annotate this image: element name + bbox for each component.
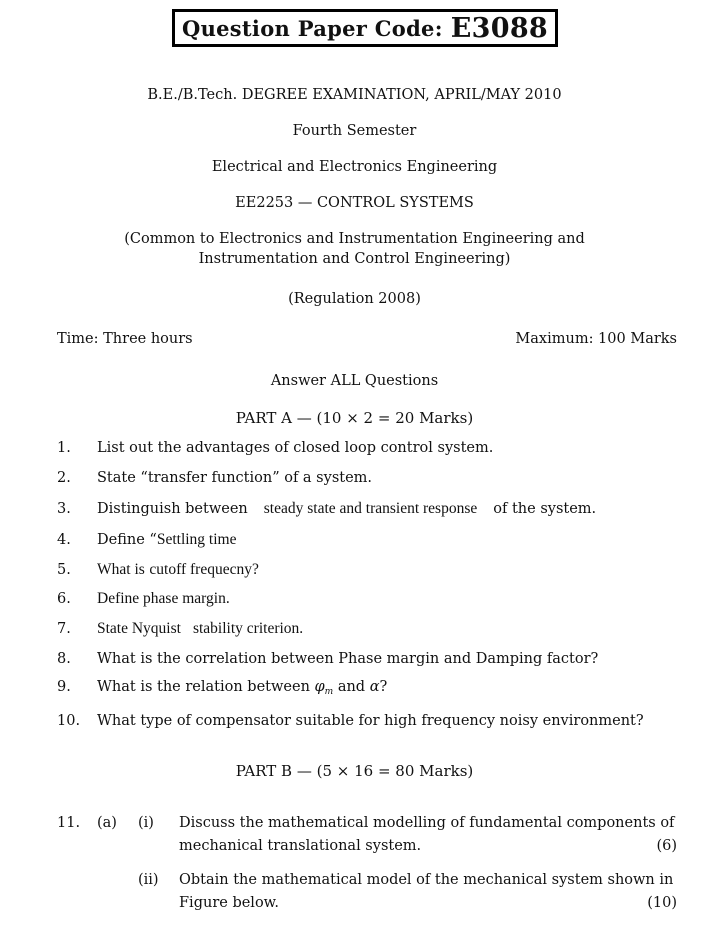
alpha-symbol: α (369, 679, 380, 695)
department: Electrical and Electronics Engineering (211, 159, 498, 175)
question-2: 2. State “transfer function” of a system. (57, 470, 373, 486)
question-10: 10. What type of compensator suitable for high frequency noisy environment? (57, 713, 644, 729)
question-4: 4. Define “Settling time (57, 531, 237, 548)
common-line-2: Instrumentation and Control Engineering) (198, 251, 511, 267)
marks-6: (6) (656, 838, 677, 854)
instruction: Answer ALL Questions (270, 373, 439, 389)
regulation: (Regulation 2008) (288, 291, 421, 307)
exam-title: B.E./B.Tech. DEGREE EXAMINATION, APRIL/MAY 2010 (147, 87, 562, 103)
time-allowed: Time: Three hours (57, 331, 193, 347)
phi-symbol: φ (314, 679, 325, 695)
question-1: 1. List out the advantages of closed loop control system. (57, 440, 494, 456)
question-5: 5. What is cutoff frequecny? (57, 561, 259, 578)
code-label: Question Paper Code: (181, 15, 443, 41)
code-value: E3088 (450, 12, 548, 44)
question-9: 9. What is the relation between $\varphi_m$ and α? (57, 679, 388, 697)
maximum-marks: Maximum: 100 Marks (515, 331, 677, 347)
part-a-title: PART A — (10 × 2 = 20 Marks) (235, 409, 474, 427)
common-line-1: (Common to Electronics and Instrumentation Engineering and (124, 231, 585, 247)
course-title: EE2253 — CONTROL SYSTEMS (235, 195, 474, 211)
question-3: 3. Distinguish between steady state and transient response of the system. (57, 500, 597, 517)
part-b-title: PART B — (5 × 16 = 80 Marks) (235, 762, 474, 780)
semester: Fourth Semester (292, 123, 417, 139)
marks-10: (10) (647, 895, 677, 911)
question-paper-code-box (172, 9, 558, 47)
question-6: 6. Define phase margin. (57, 590, 230, 607)
question-7: 7. State Nyquist stability criterion. (57, 620, 304, 637)
question-8: 8. What is the correlation between Phase margin and Damping factor? (57, 651, 599, 667)
